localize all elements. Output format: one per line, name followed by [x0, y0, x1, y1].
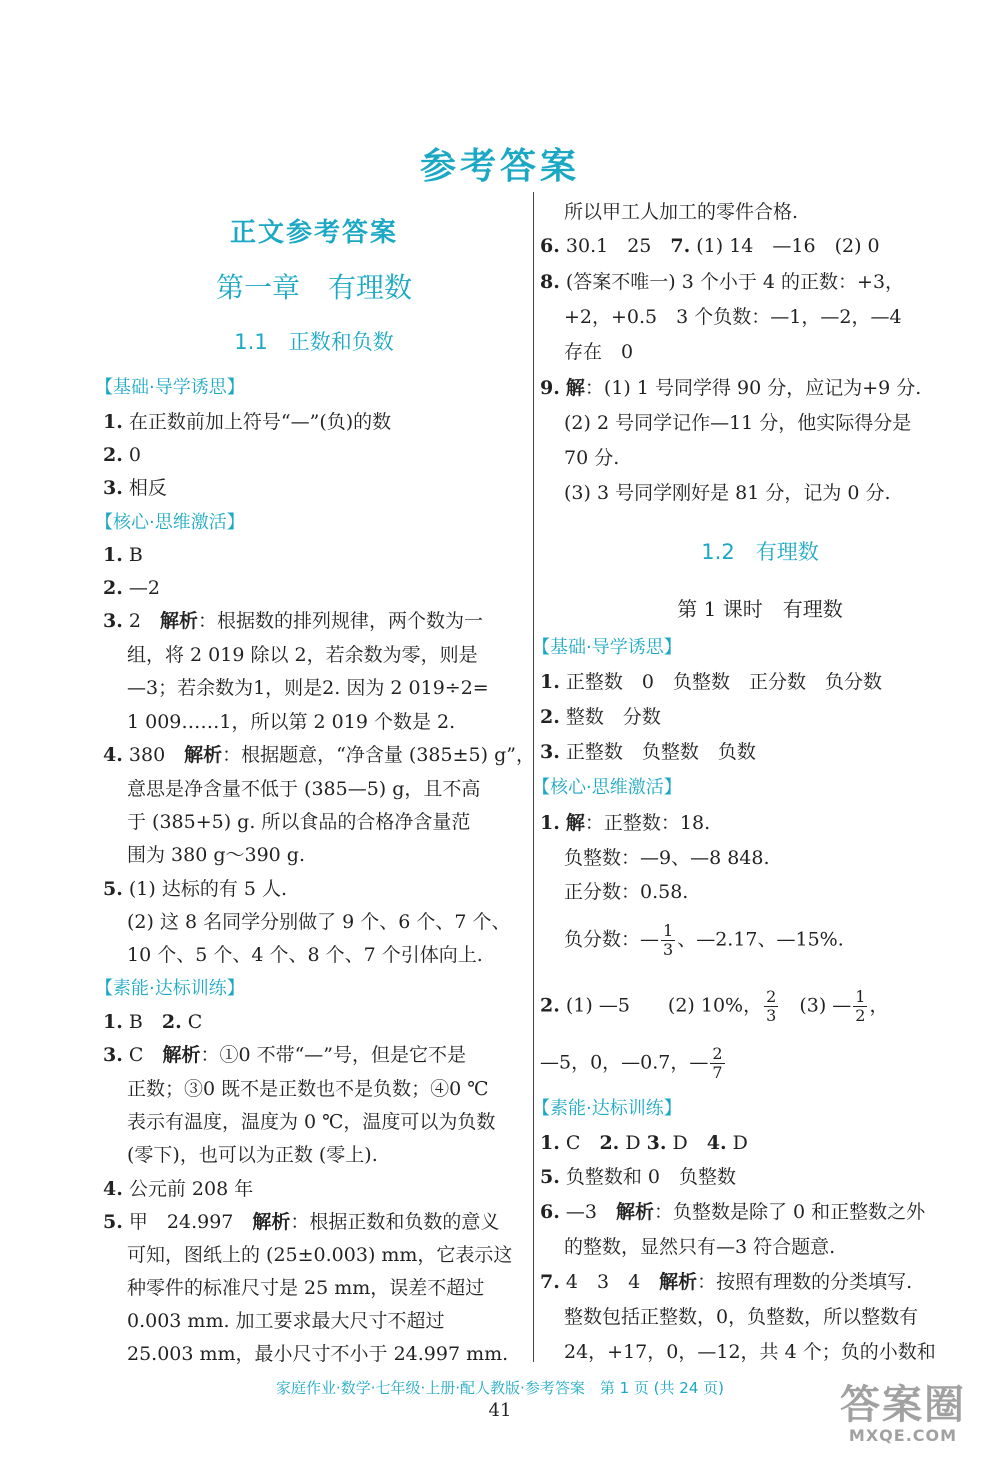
subsection-title: 1.1 正数和负数 [234, 330, 394, 354]
fraction: $\frac{1}{2}$ [855, 987, 866, 1025]
answer-item: 2. 0 [103, 444, 141, 466]
answer-item: 8. (答案不唯一) 3 个小于 4 的正数：+3， [540, 271, 905, 293]
answer-line: 意思是净含量不低于 (385—5) g，且不高 [127, 778, 481, 800]
answer-line: 所以甲工人加工的零件合格. [564, 201, 799, 223]
answer-line: (2) 这 8 名同学分别做了 9 个、6 个、7 个、 [127, 911, 511, 933]
answer-item: 7. 4 3 4 解析：按照有理数的分类填写. [540, 1271, 913, 1293]
answer-item: 3. C 解析：①0 不带“—”号，但是它不是 [103, 1044, 467, 1066]
answer-line: 整数包括正整数，0，负整数，所以整数有 [564, 1306, 919, 1328]
answer-item: 4. 380 解析：根据题意，“净含量 (385±5) g”， [103, 744, 535, 766]
answer-item: 6. 30.1 25 7. (1) 14 —16 (2) 0 [540, 235, 880, 257]
tag-hexin: 【核心·思维激活】 [95, 512, 245, 533]
answer-item: 1. B [103, 544, 143, 566]
answer-line: 1 009……1，所以第 2 019 个数是 2. [127, 711, 456, 733]
fraction: $\frac{1}{3}$ [663, 921, 674, 959]
page-title: 参考答案 [419, 146, 580, 187]
answer-item: 3. 正整数 负整数 负数 [540, 741, 756, 763]
answer-item: 5. 负整数和 0 负整数 [540, 1166, 737, 1188]
lesson-title: 第 1 课时 有理数 [677, 597, 843, 621]
answer-line: —3；若余数为1，则是2. 因为 2 019÷2= [127, 677, 489, 699]
answer-line: 负整数：—9、—8 848. [564, 847, 770, 869]
answer-item: 2. —2 [103, 577, 160, 599]
answer-item: 4. 公元前 208 年 [103, 1178, 254, 1200]
chapter-title: 第一章 有理数 [215, 271, 412, 304]
watermark-logo: 答案圈 MXQE.COM [840, 1382, 966, 1445]
answer-item: 1. 在正数前加上符号“—”(负)的数 [103, 411, 392, 433]
answer-item: 5. 甲 24.997 解析：根据正数和负数的意义 [103, 1211, 500, 1233]
answer-item: 5. (1) 达标的有 5 人. [103, 878, 288, 900]
tag-jichu: 【基础·导学诱思】 [95, 377, 245, 398]
answer-line: +2，+0.5 3 个负数：—1，—2，—4 [564, 306, 902, 328]
answer-line: (3) 3 号同学刚好是 81 分，记为 0 分. [564, 482, 891, 504]
answer-line: 的整数，显然只有—3 符合题意. [564, 1236, 836, 1258]
page-number: 41 [488, 1400, 512, 1421]
answer-line: 正数；③0 既不是正数也不是负数；④0 ℃ [127, 1078, 489, 1100]
answer-line: 负分数：— $\frac{1}{3}$ 、—2.17、—15%. [564, 921, 844, 959]
answer-line: (零下)，也可以为正数 (零上). [127, 1144, 378, 1166]
answer-item: 9. 解：(1) 1 号同学得 90 分，应记为+9 分. [540, 377, 922, 399]
answer-line: 可知，图纸上的 (25±0.003) mm，它表示这 [127, 1244, 513, 1266]
answer-line: 围为 380 g～390 g. [127, 844, 306, 866]
fraction: $\frac{2}{3}$ [766, 987, 777, 1025]
answer-item: 1. C 2. D 3. D 4. D [540, 1132, 748, 1154]
section-title: 正文参考答案 [229, 218, 398, 248]
answer-line: 种零件的标准尺寸是 25 mm，误差不超过 [127, 1277, 485, 1299]
tag-suneng: 【素能·达标训练】 [95, 978, 245, 999]
page-footer: 家庭作业·数学·七年级·上册·配人教版·参考答案 第 1 页 (共 24 页) [275, 1379, 725, 1397]
answer-line: 10 个、5 个、4 个、8 个、7 个引体向上. [127, 944, 483, 966]
answer-line: 24，+17，0，—12，共 4 个；负的小数和 [564, 1341, 936, 1363]
tag-hexin: 【核心·思维激活】 [532, 777, 682, 798]
fraction: $\frac{2}{7}$ [712, 1044, 723, 1082]
tag-jichu: 【基础·导学诱思】 [532, 637, 682, 658]
answer-line: (2) 2 号同学记作—11 分，他实际得分是 [564, 412, 912, 434]
answer-item: 2. 整数 分数 [540, 706, 661, 728]
subsection-title: 1.2 有理数 [701, 540, 819, 564]
answer-item: 6. —3 解析：负整数是除了 0 和正整数之外 [540, 1201, 926, 1223]
answer-item: 2. (1) —5 (2) 10%， $\frac{2}{3}$ (3) — $\frac{1}{2}$ ， [540, 987, 889, 1025]
answer-item: 1. B 2. C [103, 1011, 203, 1033]
tag-suneng: 【素能·达标训练】 [532, 1098, 682, 1119]
answer-line: 组，将 2 019 除以 2，若余数为零，则是 [127, 644, 478, 666]
answer-item: 1. 解：正整数：18. [540, 812, 711, 834]
answer-line: 于 (385+5) g. 所以食品的合格净含量范 [127, 811, 471, 833]
answer-line: 25.003 mm，最小尺寸不小于 24.997 mm. [127, 1343, 509, 1365]
answer-line: 0.003 mm. 加工要求最大尺寸不超过 [127, 1310, 445, 1332]
answer-line: 表示有温度，温度为 0 ℃，温度可以为负数 [127, 1111, 496, 1133]
answer-item: 3. 2 解析：根据数的排列规律，两个数为一 [103, 610, 484, 632]
answer-item: 1. 正整数 0 负整数 正分数 负分数 [540, 671, 882, 693]
answer-item: 3. 相反 [103, 477, 167, 499]
answer-line: 70 分. [564, 447, 620, 469]
answer-line: 正分数：0.58. [564, 881, 689, 903]
answer-line: —5，0，—0.7，— $\frac{2}{7}$ [540, 1044, 723, 1082]
answer-line: 存在 0 [564, 341, 634, 363]
